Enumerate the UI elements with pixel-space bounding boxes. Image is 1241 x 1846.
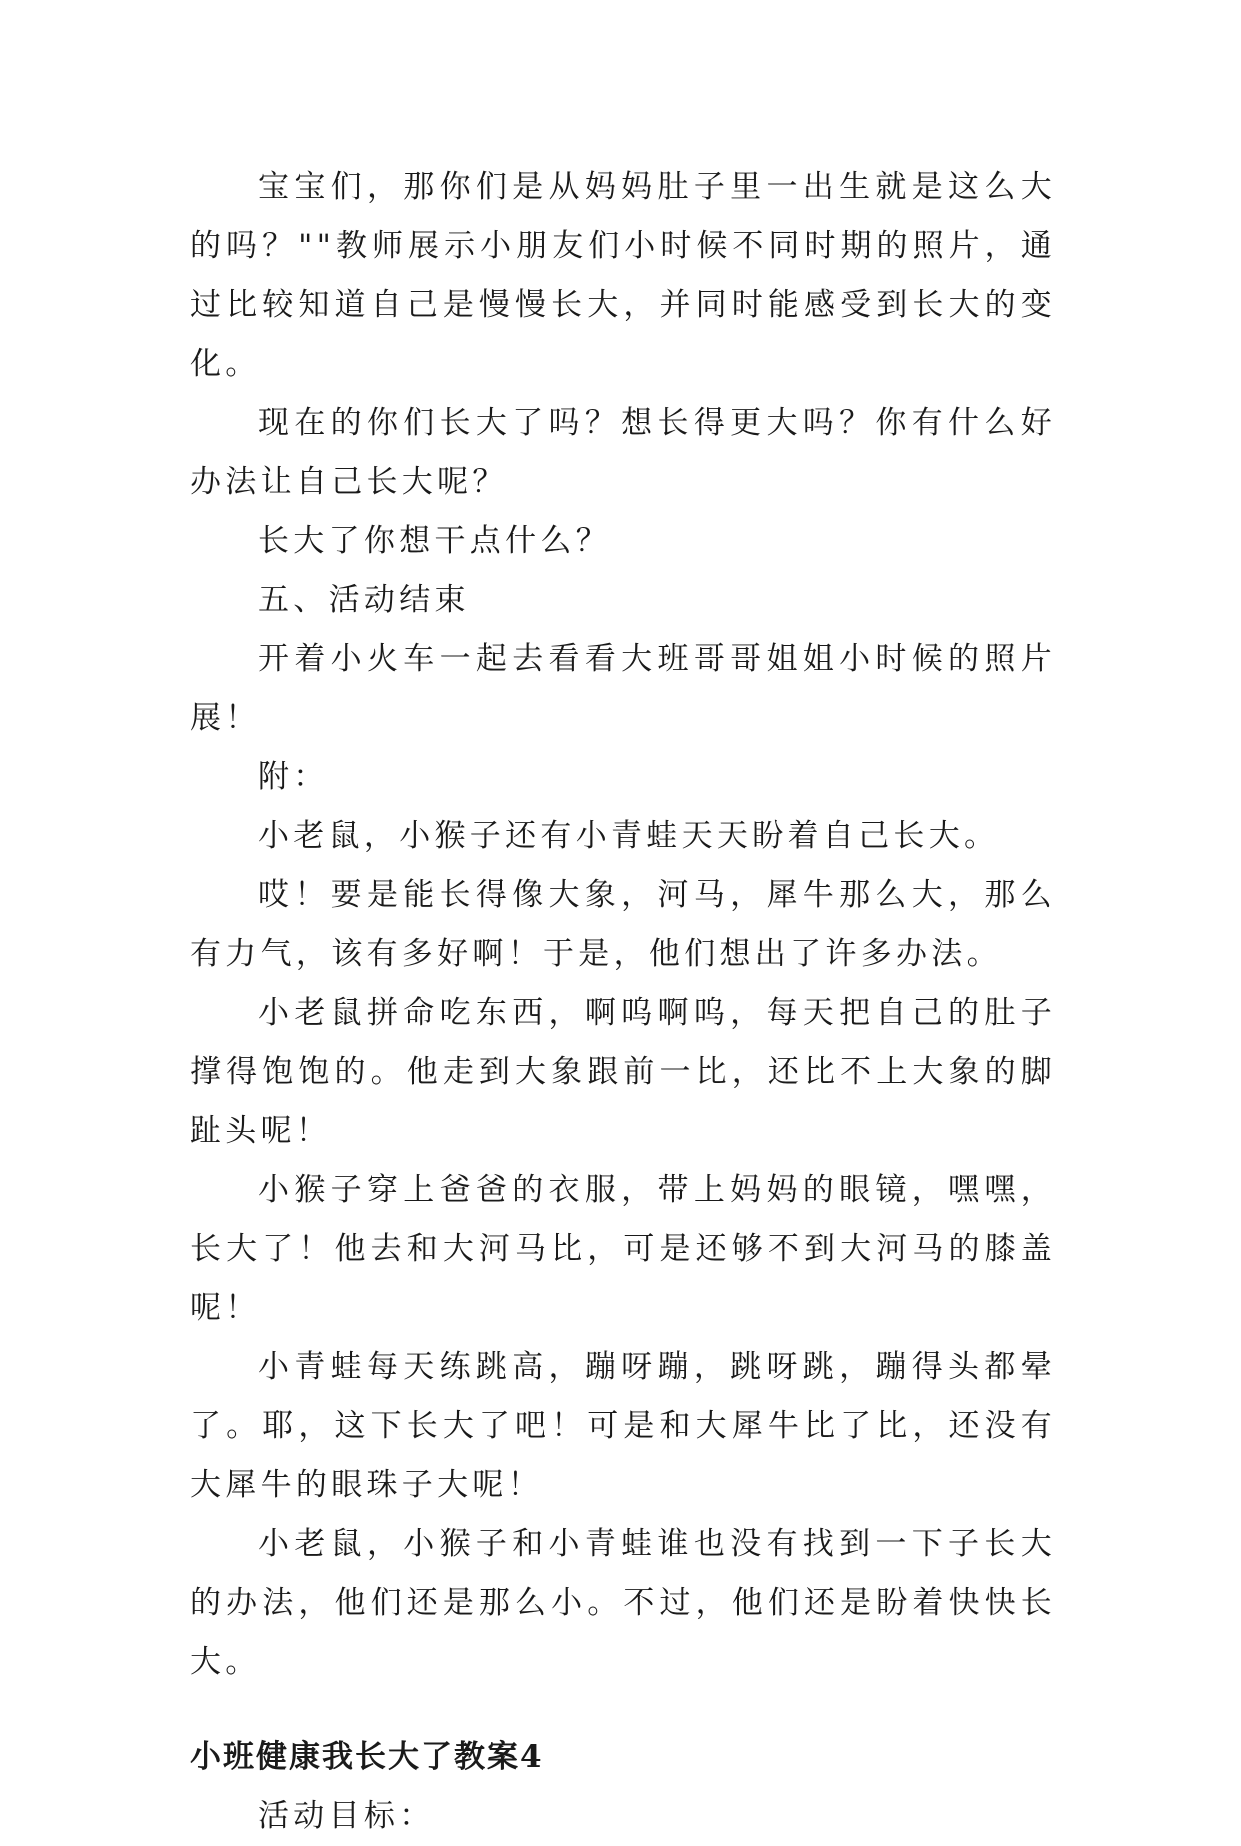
paragraph: 长大了你想干点什么？ [258, 523, 611, 559]
paragraph: 开着小火车一起去看看大班哥哥姐姐小时候的照片展！ [190, 641, 1056, 736]
story-paragraph: 小老鼠拼命吃东西，啊呜啊呜，每天把自己的肚子撑得饱饱的。他走到大象跟前一比，还比不上大象的脚趾头呢！ [190, 995, 1056, 1149]
section-title: 小班健康我长大了教案4 [190, 1739, 544, 1775]
paragraph: 宝宝们，那你们是从妈妈肚子里一出生就是这么大的吗？""教师展示小朋友们小时候不同时期的照片，通过比较知道自己是慢慢长大，并同时能感受到长大的变化。 [190, 169, 1056, 382]
story-paragraph: 小老鼠，小猴子还有小青蛙天天盼着自己长大。 [258, 818, 1000, 854]
subheading-activity-goals: 活动目标： [258, 1798, 435, 1834]
story-paragraph: 哎！要是能长得像大象，河马，犀牛那么大，那么有力气，该有多好啊！于是，他们想出了许多办法。 [190, 877, 1056, 972]
section-step-heading: 五、活动结束 [258, 582, 470, 618]
story-paragraph: 小老鼠，小猴子和小青蛙谁也没有找到一下子长大的办法，他们还是那么小。不过，他们还是盼着快快长大。 [190, 1526, 1056, 1680]
story-paragraph: 小青蛙每天练跳高，蹦呀蹦，跳呀跳，蹦得头都晕了。耶，这下长大了吧！可是和大犀牛比了比，还没有大犀牛的眼珠子大呢！ [190, 1349, 1056, 1503]
document-body [190, 158, 1056, 1846]
paragraph: 现在的你们长大了吗？想长得更大吗？你有什么好办法让自己长大呢？ [190, 405, 1056, 500]
story-paragraph: 小猴子穿上爸爸的衣服，带上妈妈的眼镜，嘿嘿，长大了！他去和大河马比，可是还够不到大河马的膝盖呢！ [190, 1172, 1056, 1326]
appendix-label: 附： [258, 759, 329, 795]
